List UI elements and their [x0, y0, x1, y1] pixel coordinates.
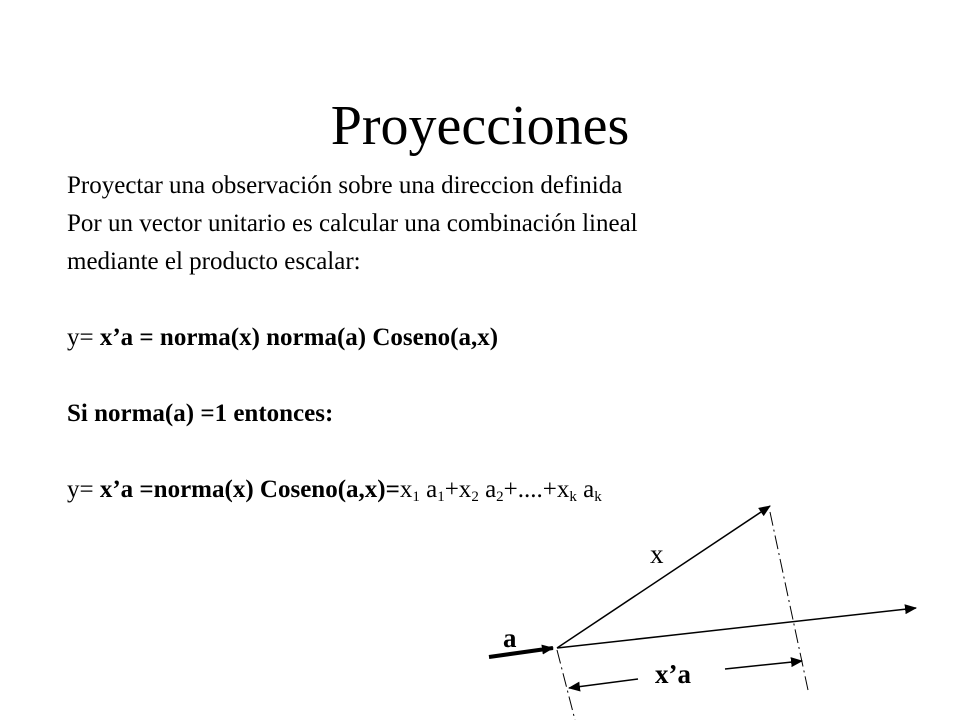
- paragraph-line-2: Por un vector unitario es calcular una combinación lineal: [67, 210, 638, 237]
- paragraph-line-3: mediante el producto escalar:: [67, 248, 361, 275]
- formula2-expression: x’a =norma(x) Coseno(a,x)=: [99, 476, 400, 503]
- label-x: x: [650, 539, 664, 569]
- xa-length-arrow-right: [725, 661, 802, 669]
- unit-norm-condition: Si norma(a) =1 entonces:: [67, 400, 334, 427]
- formula-expression: x’a = norma(x) norma(a) Coseno(a,x): [99, 324, 499, 351]
- paragraph-line-1: Proyectar una observación sobre una direccion definida: [67, 172, 623, 199]
- formula2-prefix: y=: [67, 476, 100, 503]
- linear-combination: $x_1$ $a_1+x_2$ $a_2+....+x_k$ $a_k$: [399, 476, 602, 505]
- label-a: a: [503, 623, 517, 653]
- vector-x-arrow: [557, 506, 770, 648]
- origin-guide-line: [557, 650, 575, 720]
- slide-title: Proyecciones: [330, 95, 630, 157]
- formula-prefix: y=: [67, 324, 100, 351]
- direction-axis-arrow: [557, 608, 916, 648]
- unit-vector-a-arrow: [489, 648, 553, 657]
- xa-length-arrow-left: [569, 679, 638, 688]
- label-xa: x’a: [655, 659, 691, 689]
